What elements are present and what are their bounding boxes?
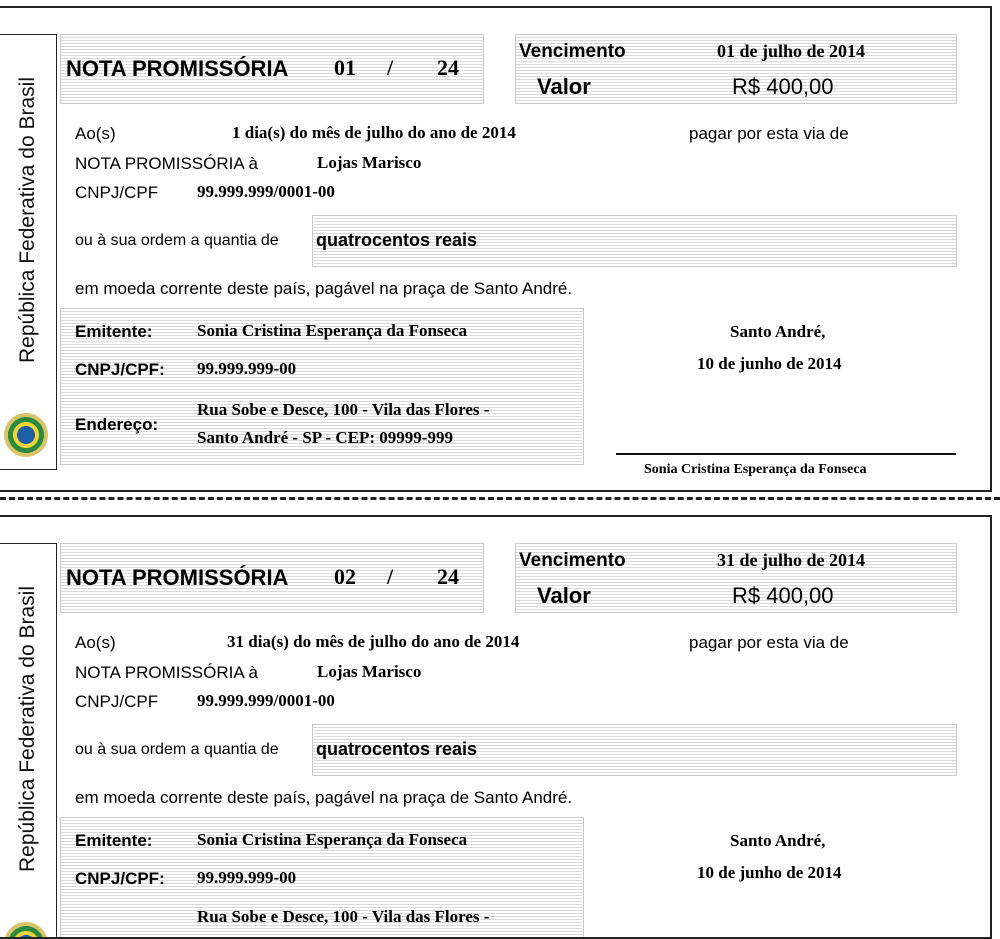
ordem-label: ou à sua ordem a quantia de	[75, 741, 279, 758]
vencimento-value: 01 de julho de 2014	[717, 41, 866, 61]
endereco-line-1: Rua Sobe e Desce, 100 - Vila das Flores -	[197, 400, 490, 419]
emitente-cpf: 99.999.999-00	[197, 868, 297, 887]
ordem-label: ou à sua ordem a quantia de	[75, 232, 279, 249]
quantia-value: quatrocentos reais	[316, 739, 478, 759]
emission-date: 10 de junho de 2014	[697, 354, 842, 373]
valor-label: Valor	[537, 583, 591, 608]
note-stub	[0, 34, 57, 470]
emission-date: 10 de junho de 2014	[697, 863, 842, 882]
emitente-cpf-label: CNPJ/CPF:	[75, 869, 165, 888]
credor-name: Lojas Marisco	[317, 662, 422, 681]
cnpj-label: CNPJ/CPF	[75, 183, 159, 202]
cnpj-label: CNPJ/CPF	[75, 692, 159, 711]
nota-a-label: NOTA PROMISSÓRIA à	[75, 663, 258, 682]
local: Santo André,	[730, 831, 826, 850]
cut-line	[0, 497, 1000, 500]
emitente-name: Sonia Cristina Esperança da Fonseca	[197, 321, 468, 340]
brazil-coat-of-arms-icon	[4, 922, 48, 939]
pagar-text: pagar por esta via de	[689, 633, 849, 652]
valor-value: R$ 400,00	[732, 583, 834, 608]
emitente-label: Emitente:	[75, 322, 153, 341]
emitente-cpf-label: CNPJ/CPF:	[75, 360, 165, 379]
signature-name: Sonia Cristina Esperança da Fonseca	[644, 462, 867, 477]
note-title: NOTA PROMISSÓRIA	[66, 565, 289, 590]
vencimento-value: 31 de julho de 2014	[717, 550, 866, 570]
signature-line	[616, 453, 956, 455]
valor-label: Valor	[537, 74, 591, 99]
endereco-line-1: Rua Sobe e Desce, 100 - Vila das Flores -	[197, 907, 490, 926]
stub-text: República Federativa do Brasil	[16, 77, 39, 363]
note-slash: /	[387, 564, 394, 589]
cnpj-value: 99.999.999/0001-00	[197, 691, 335, 710]
promissory-note-1	[0, 6, 992, 492]
note-title: NOTA PROMISSÓRIA	[66, 56, 289, 81]
valor-value: R$ 400,00	[732, 74, 834, 99]
note-total: 24	[437, 564, 459, 589]
emitente-cpf: 99.999.999-00	[197, 359, 297, 378]
note-number: 01	[334, 55, 356, 80]
vencimento-label: Vencimento	[519, 41, 626, 62]
note-stub	[0, 543, 57, 939]
vencimento-label: Vencimento	[519, 550, 626, 571]
moeda-text: em moeda corrente deste país, pagável na praça de Santo André.	[75, 279, 573, 298]
note-number: 02	[334, 564, 356, 589]
aos-text: 1 dia(s) do mês de julho do ano de 2014	[232, 123, 516, 142]
emitente-label: Emitente:	[75, 831, 153, 850]
aos-label: Ao(s)	[75, 124, 116, 143]
pagar-text: pagar por esta via de	[689, 124, 849, 143]
nota-a-label: NOTA PROMISSÓRIA à	[75, 154, 258, 173]
stub-text: República Federativa do Brasil	[16, 586, 39, 872]
aos-label: Ao(s)	[75, 633, 116, 652]
credor-name: Lojas Marisco	[317, 153, 422, 172]
local: Santo André,	[730, 322, 826, 341]
quantia-value: quatrocentos reais	[316, 230, 478, 250]
brazil-coat-of-arms-icon	[4, 413, 48, 457]
promissory-note-2	[0, 515, 992, 939]
note-slash: /	[387, 55, 394, 80]
endereco-line-2: Santo André - SP - CEP: 09999-999	[197, 428, 453, 447]
note-total: 24	[437, 55, 459, 80]
endereco-label: Endereço:	[75, 415, 159, 434]
aos-text: 31 dia(s) do mês de julho do ano de 2014	[227, 632, 520, 651]
cnpj-value: 99.999.999/0001-00	[197, 182, 335, 201]
moeda-text: em moeda corrente deste país, pagável na praça de Santo André.	[75, 788, 573, 807]
emitente-name: Sonia Cristina Esperança da Fonseca	[197, 830, 468, 849]
